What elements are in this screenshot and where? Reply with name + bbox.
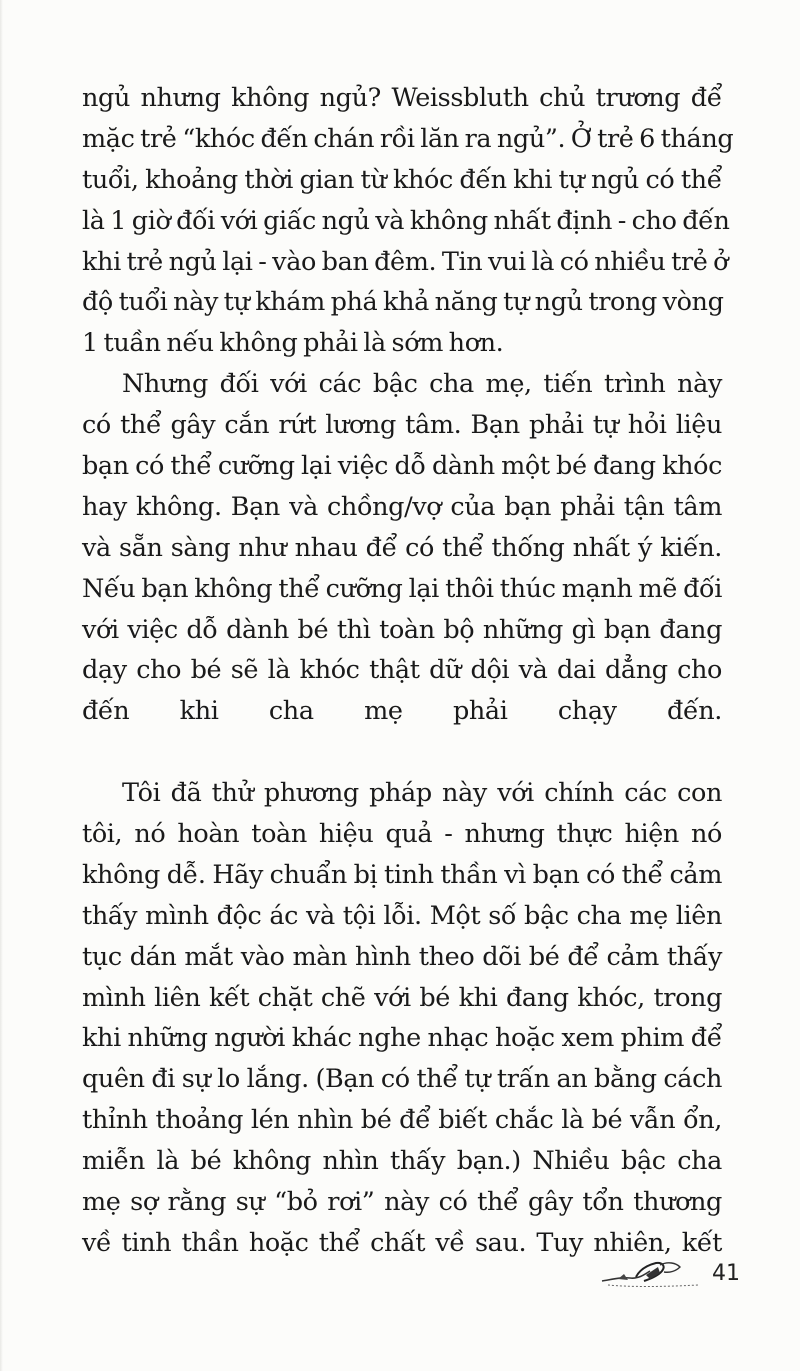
scan-edge-shadow [0, 0, 3, 1371]
page-footer [600, 1255, 740, 1295]
text-line: Nhưng đối với các bậc cha mẹ, tiến trình này [122, 369, 722, 400]
text-line: với việc dỗ dành bé thì toàn bộ những gì bạn đang [82, 614, 722, 645]
text-line: đến khi cha mẹ phải chạy đến. [82, 696, 722, 727]
text-line: tôi, nó hoàn toàn hiệu quả - nhưng thực hiện nó [82, 819, 722, 850]
paragraph-1 [82, 78, 734, 364]
text-line: có thể gây cắn rứt lương tâm. Bạn phải tự hỏi liệu [82, 410, 722, 441]
paragraph-3 [82, 773, 722, 1264]
text-line: hay không. Bạn và chồng/vợ của bạn phải tận tâm [82, 491, 722, 522]
text-line: không dễ. Hãy chuẩn bị tinh thần vì bạn có thể cảm [82, 859, 722, 890]
text-line: 1 tuần nếu không phải là sớm hơn. [82, 328, 504, 359]
text-line: Nếu bạn không thể cưỡng lại thôi thúc mạnh mẽ đối [82, 573, 722, 604]
page-number: 41 [712, 1261, 740, 1286]
text-line: và sẵn sàng như nhau để có thể thống nhất ý kiến. [82, 532, 722, 563]
text-line: thấy mình độc ác và tội lỗi. Một số bậc cha mẹ liên [82, 900, 722, 931]
text-line: mặc trẻ “khóc đến chán rồi lăn ra ngủ”. Ở trẻ 6 tháng [82, 123, 734, 154]
text-line: mình liên kết chặt chẽ với bé khi đang khóc, trong [82, 982, 722, 1013]
text-line: miễn là bé không nhìn thấy bạn.) Nhiều bậc cha [82, 1146, 722, 1177]
text-line: về tinh thần hoặc thể chất về sau. Tuy nhiên, kết [82, 1227, 722, 1258]
text-line: ngủ nhưng không ngủ? Weissbluth chủ trương để [82, 83, 722, 113]
text-line [82, 732, 722, 773]
text-line: khi trẻ ngủ lại - vào ban đêm. Tin vui là có nhiều trẻ ở [82, 246, 729, 277]
text-line: khi những người khác nghe nhạc hoặc xem phim để [82, 1023, 722, 1054]
paragraph-2 [82, 364, 722, 773]
text-line: tuổi, khoảng thời gian từ khóc đến khi tự ngủ có thể [82, 164, 722, 195]
text-line: dạy cho bé sẽ là khóc thật dữ dội và dai dẳng cho [82, 655, 722, 686]
body-text [82, 78, 734, 1264]
text-line: là 1 giờ đối với giấc ngủ và không nhất định - cho đến [82, 205, 730, 236]
text-line: quên đi sự lo lắng. (Bạn có thể tự trấn an bằng cách [82, 1064, 722, 1095]
text-line: độ tuổi này tự khám phá khả năng tự ngủ trong vòng [82, 287, 724, 318]
text-line: Tôi đã thử phương pháp này với chính các con [122, 778, 722, 809]
text-line: mẹ sợ rằng sự “bỏ rơi” này có thể gây tổn thương [82, 1187, 722, 1218]
pen-flourish-icon [600, 1257, 700, 1291]
text-line: thỉnh thoảng lén nhìn bé để biết chắc là bé vẫn ổn, [82, 1105, 722, 1136]
text-line: bạn có thể cưỡng lại việc dỗ dành một bé đang khóc [82, 451, 722, 482]
text-line: tục dán mắt vào màn hình theo dõi bé để cảm thấy [82, 941, 722, 972]
